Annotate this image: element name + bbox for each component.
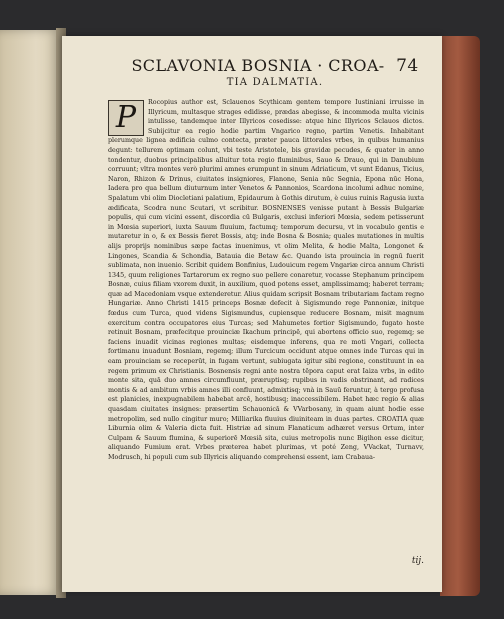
title-text: SCLAVONIA BOSNIA · CROA- <box>131 56 385 75</box>
body-paragraph <box>108 98 424 463</box>
signature-mark: tij. <box>411 556 424 566</box>
folio-number: 74 <box>396 56 419 76</box>
paragraph-text: Rocopius author est, Sclauenos Scythicam gentem tempore Iustiniani irruisse in Illyricum, multasque strages edidisse, prædas abegisse, & incommoda multa vicinis intulisse, tandemque inter Illyricos cosedisse: atque hinc Illyricos Sclauos dictos. Subijcitur ea regio hodie partim Vngarico regno, partim Venetis. Inhabitant plerumque lignea ædificia culmo contecta, præter pauca littorales vrbes, in quibus humanius degunt: tellurem optimam colunt, vbi teste Aristotele, bis gravidæ pecudes, & quater in anno tondentur, duobus principalibus alluitur tota regio fluminibus, Sauo & Drauo, qui in Danubium corruunt; vltra montes verò plurimi amnes erumpunt in sinum Adriaticum, vt sunt Edanus, Ticius, Naron, Rhizon & Drinus, ciuitates insigniores, Flanone, Senia nūc Segnia, Epona nūc Hona, Iadera pro qua bellum diuturnum inter Venetos & Pannonios, Scardona incolumi adhuc nomine, Spalatum vbi olim Diocletiani palatium, Epidaurum à Gothis dirutum, è cuius ruinis Ragusia iuxta ædificata, Scodra nunc Scutari, vt scribitur. BOSNENSES venisse putant à Bessis Bulgariæ populis, qui cum vicini essent, discordia cū Bulgaris, exclusi inferiori Mœsia, sedem petisserunt in Mœsia superiori, iuxta Sauum fluuium, factumq; temporum decursu, vt in vocabulo gentis e mutaretur in o, & ex Bessis fieret Bossis, atq; inde Bosna & Bosnia; quales mutationes in multis alijs proprijs nominibus sæpe factas inuenimus, vt olim Melita, & hodie Malta, Longonet & Lingones, Scandia & Schondia, Batauia die Betaw &c. Quando ista prouincia in regnū fuerit sublimata, non inuenio. Scribit quidem Bonfinius, Ludouicum regem Vngariæ circa annum Christi 1345, quum religiones Tartarorum ex regno suo pellere conaretur, vocasse Stephanum principem Bosnæ, cuius filiam vxorem duxit, in auxilium, quod potens esset, amplissimamq; haberet terram; quæ ad Macedoniam vsque extenderetur. Alius quidam scripsit Bosnam tributariam factam regno Hungariæ. Anno Christi 1415 princeps Bosnæ defecit à Sigismundo rege Pannoniæ, initque fœdus cum Turca, quod videns Sigismundus, cupiensque reducere Bosnam, misit magnum exercitum contra occupatores eius Turcas; sed Mahumetes fortior Sigismundo, fugato hoste retinuit Bosnam, præfecitque prouinciæ Ikachum principē, qui abortens officio suo, regemq; se faciens inuadit vicinas regiones multas; eisdemque inferens, qua re moti Vngari, collecta fortimanu inuadunt Bosniam, regemq; illum Turcicum occidunt atque omnes inde Turcas qui in eam prouinciam se receperūt, in fugam vertunt, subiugata igitur sibi regione, constituunt in ea regem primum ex Christianis. Bosnensis regni ante nostra tēpora caput erat Iaiza vrbs, in edito monte sita, quā duo amnes circumfluunt, præruptisq; rupibus in vadis obstrinant, ad radices montis & ad ambitum vrbis amnes illi confluunt, admixtisq; vnà in Sauū feruntur, à tergo profusa est planicies, inexpugnabilem habebat arcē, hostibusq; inaccessibilem. Habet hæc regio & alias quasdam ciuitates insignes: præsertim Schauonicā & VVarbosany, in quam aiunt hodie esse metropolim, sed nullo cingitur muro; Milliarika fluuius diuiniteam in duas partes. CROATIA quæ Liburnia olim & Valeria dicta fuit. Histriæ ad sinum Flanaticum adhæret versus Ortum, inter Culpam & Sauum flumina, & superiorē Mœsiā sita, cuius metropolis nunc Bigihon esse dicitur, aliquando Fumium erat. Vrbes præterea habet plurimas, vt poté Zeng, VVackat, Turnavv, Modrusch, hi populi cum sub Illyricis aliquando comprehensi essent, iam Crabaua- <box>108 99 424 461</box>
page-header <box>110 56 440 88</box>
page-subtitle: TIA DALMATIA. <box>226 77 324 88</box>
page-title <box>110 56 440 76</box>
drop-cap: P <box>108 100 144 136</box>
facing-page <box>0 30 60 595</box>
book-page <box>62 36 442 592</box>
book-cover-edge <box>440 36 480 596</box>
